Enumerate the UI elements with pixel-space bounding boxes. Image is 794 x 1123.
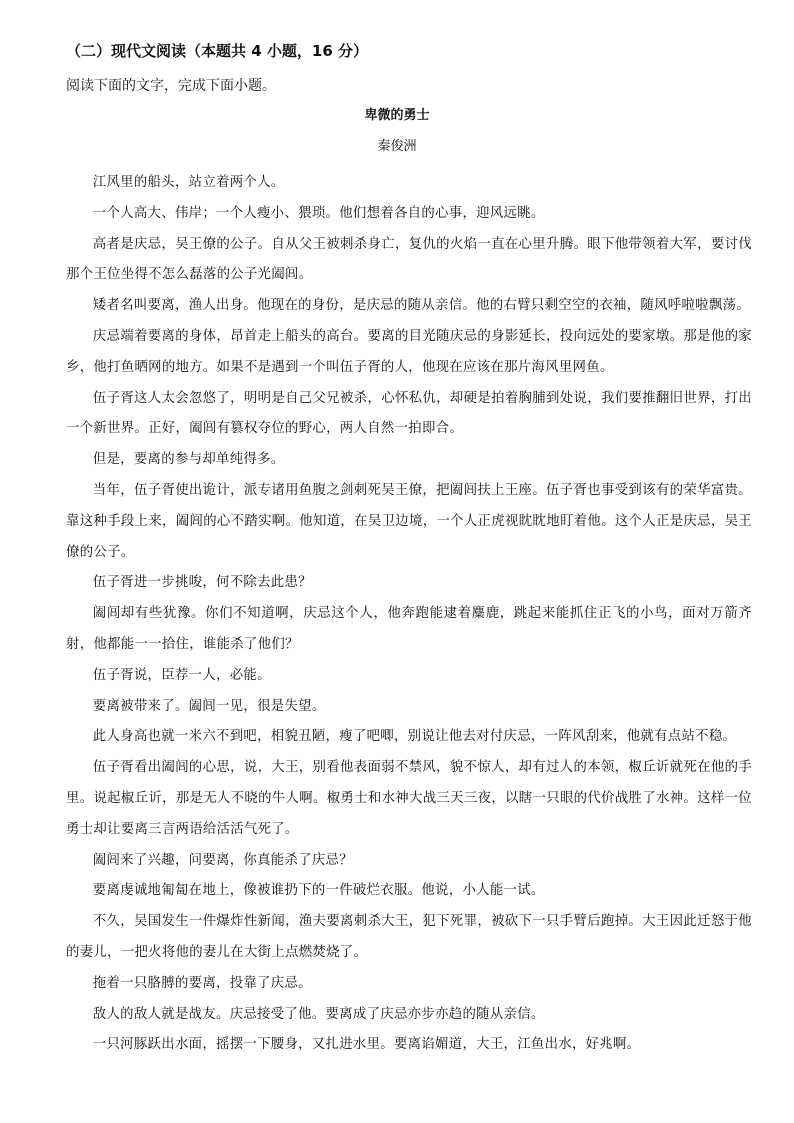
paragraph: 一个人高大、伟岸；一个人瘦小、猥琐。他们想着各自的心事，迎风远眺。 bbox=[92, 205, 545, 221]
paragraph: 但是，要离的参与却单纯得多。 bbox=[92, 452, 285, 468]
paragraph: 伍子胥说，臣荐一人，必能。 bbox=[92, 667, 271, 683]
paragraph: 伍子胥看出阖闾的心思，说，大王，别看他表面弱不禁风，貌不惊人，却有过人的本领，椒丘䜣就死在他的手里。说起椒丘䜣，那是无人不晓的牛人啊。椒勇士和水神大战三天三夜，以瞎一只眼的代价战胜了水神。这样一位勇士却让要离三言两语给活活气死了。 bbox=[66, 760, 752, 837]
paragraph: 一只河豚跃出水面，摇摆一下腰身，又扎进水里。要离谄媚道，大王，江鱼出水，好兆啊。 bbox=[92, 1037, 641, 1053]
paragraph: 阖闾来了兴趣，问要离，你真能杀了庆忌？ bbox=[92, 852, 353, 868]
paragraph: 高者是庆忌，吴王僚的公子。自从父王被刺杀身亡，复仇的火焰一直在心里升腾。眼下他带领着大军，要讨伐那个王位坐得不怎么磊落的公子光阖闾。 bbox=[66, 236, 752, 283]
paragraph: 不久，吴国发生一件爆炸性新闻，渔夫要离刺杀大王，犯下死罪，被砍下一只手臂后跑掉。大王因此迁怒于他的妻儿，一把火将他的妻儿在大街上点燃焚烧了。 bbox=[66, 914, 752, 960]
instruction-text: 阅读下面的文字，完成下面小题。 bbox=[66, 78, 276, 94]
article-author: 秦俊洲 bbox=[377, 139, 417, 154]
paragraph: 庆忌端着要离的身体，昂首走上船头的高台。要离的目光随庆忌的身影延长，投向远处的要家墩。那是他的家乡，他打鱼晒网的地方。如果不是遇到一个叫伍子胥的人，他现在应该在那片海风里网鱼。 bbox=[66, 328, 752, 375]
article-title: 卑微的勇士 bbox=[364, 108, 430, 123]
section-title: （二）现代文阅读（本题共 4 小题，16 分） bbox=[66, 42, 368, 60]
paragraph: 阖闾却有些犹豫。你们不知道啊，庆忌这个人，他奔跑能逮着麋鹿，跳起来能抓住正飞的小鸟，面对万箭齐射，他都能一一拾住，谁能杀了他们？ bbox=[66, 606, 752, 652]
paragraph: 要离虔诚地匍匐在地上，像被谁扔下的一件破烂衣服。他说，小人能一试。 bbox=[92, 883, 545, 899]
paragraph: 伍子胥进一步挑唆，何不除去此患？ bbox=[92, 575, 312, 591]
paragraph: 拖着一只胳膊的要离，投靠了庆忌。 bbox=[92, 975, 312, 991]
paragraph: 要离被带来了。阖闾一见，很是失望。 bbox=[92, 698, 326, 714]
paragraph: 伍子胥这人太会忽悠了，明明是自己父兄被杀，心怀私仇，却硬是拍着胸脯到处说，我们要推翻旧世界，打出一个新世界。正好，阖闾有篡权夺位的野心，两人自然一拍即合。 bbox=[66, 390, 752, 437]
paragraph: 敌人的敌人就是战友。庆忌接受了他。要离成了庆忌亦步亦趋的随从亲信。 bbox=[92, 1006, 545, 1022]
paragraph: 江风里的船头，站立着两个人。 bbox=[92, 175, 285, 190]
paragraph: 此人身高也就一米六不到吧，相貌丑陋，瘦了吧唧，别说让他去对付庆忌，一阵风刮来，他就有点站不稳。 bbox=[92, 729, 737, 745]
paragraph: 当年，伍子胥使出诡计，派专诸用鱼腹之剑刺死吴王僚，把阖闾扶上王座。伍子胥也事受到该有的荣华富贵。靠这种手段上来，阖闾的心不踏实啊。他知道，在吴卫边境，一个人正虎视眈眈地盯着他。这个人正是庆忌，吴王僚的公子。 bbox=[66, 482, 752, 560]
article-body bbox=[66, 168, 752, 1061]
paragraph: 矮者名叫要离，渔人出身。他现在的身份，是庆忌的随从亲信。他的右臂只剩空空的衣袖，随风呼啦啦飘荡。 bbox=[92, 298, 750, 314]
